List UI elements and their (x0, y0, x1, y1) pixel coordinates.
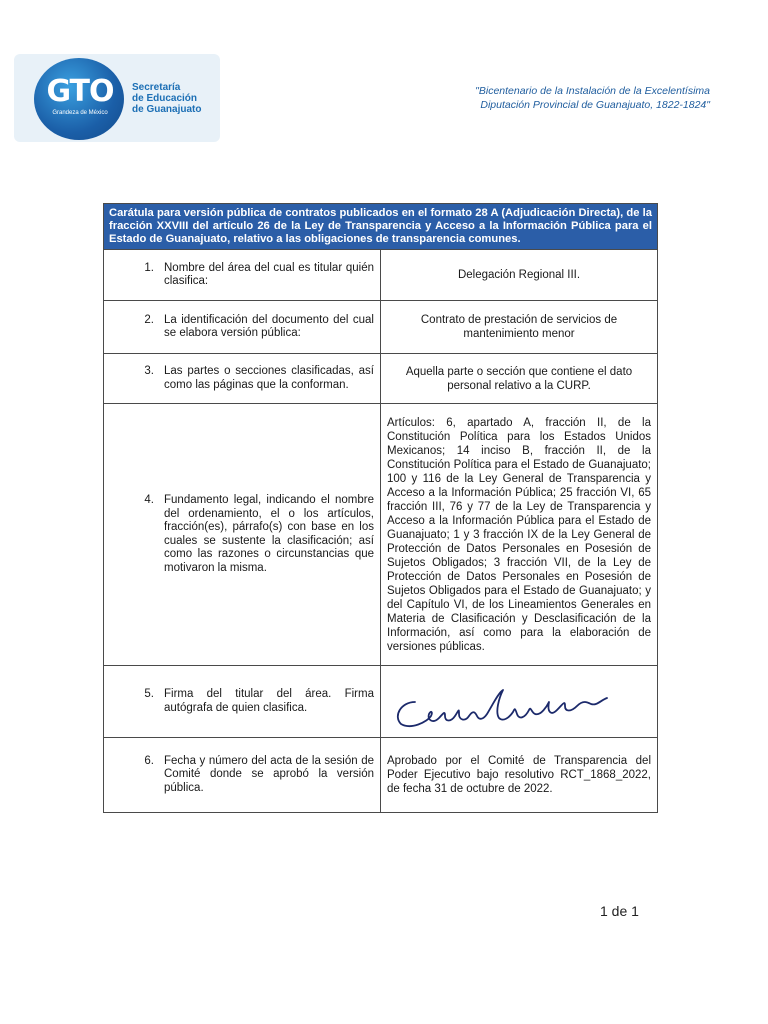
logo-gto-text: GTO (46, 74, 114, 109)
row-value: Aquella parte o sección que contiene el dato personal relativo a la CURP. (381, 354, 658, 404)
row-label: Firma del titular del área. Firma autógrafa de quien clasifica. (164, 688, 374, 714)
table-row (104, 250, 658, 301)
table-row (104, 738, 658, 813)
row-value: Contrato de prestación de servicios de mantenimiento menor (381, 301, 658, 354)
row-label: La identificación del documento del cual se elabora versión pública: (164, 313, 374, 339)
table-row (104, 301, 658, 354)
row-value: Delegación Regional III. (381, 250, 658, 301)
row-number: 3. (144, 365, 154, 377)
row-value: Aprobado por el Comité de Transparencia del Poder Ejecutivo bajo resolutivo RCT_1868_2022, de fecha 31 de octubre de 2022. (381, 738, 658, 813)
page-number: 1 de 1 (600, 903, 639, 919)
row-number: 1. (144, 261, 154, 274)
row-label: Fecha y número del acta de la sesión de Comité donde se aprobó la versión pública. (164, 754, 374, 794)
row-label: Nombre del área del cual es titular quién clasifica: (164, 261, 374, 287)
row-number: 5. (144, 688, 154, 700)
row-value: Artículos: 6, apartado A, fracción II, de la Constitución Política para los Estados Unidos Mexicanos; 14 inciso B, fracción II, de la Constitución Política para el Estado de Guanajuato; 100 y 116 de la Ley General de Transparencia y Acceso a la Información Pública; 25 fracción VI, 65 fracción III, 76 y 77 de la Ley de Transparencia y Acceso a la Información Pública para el Estado de Guanajuato; 1 y 3 fracción IX de la Ley General de Protección de Datos Personales en Posesión de Sujetos Obligados; 3 fracción VII, de la Ley de Protección de Datos Personales en Posesión de Sujetos Obligados para el Estado de Guanajuato; y del Capítulo VI, de los Lineamientos Generales en Materia de Clasificación y Desclasificación de la Información, así como para la elaboración de versiones públicas. (381, 404, 658, 666)
table-title: Carátula para versión pública de contratos publicados en el formato 28 A (Adjudicación Directa), de la fracción XXVIII del artículo 26 de la Ley de Transparencia y Acceso a la Información Pública para el Estado de Guanajuato, relativo a las obligaciones de transparencia comunes. (104, 204, 658, 250)
title-row (104, 204, 658, 250)
row-label: Fundamento legal, indicando el nombre del ordenamiento, el o los artículos, fracción(es), párrafo(s) con base en los cuales se sustente la clasificación; así como las razones o circunstancias que motivaron la misma. (164, 494, 374, 574)
row-number: 6. (144, 754, 154, 767)
bicentenary-motto: "Bicentenario de la Instalación de la Excelentísima Diputación Provincial de Guanajuato, 1822-1824" (475, 85, 710, 111)
table-row (104, 404, 658, 666)
row-number: 2. (144, 313, 154, 326)
cover-table (103, 203, 658, 813)
handwritten-signature (387, 672, 647, 732)
row-label: Las partes o secciones clasificadas, así como las páginas que la conforman. (164, 365, 374, 391)
logo-organization: Secretaría de Educación de Guanajuato (132, 82, 202, 115)
row-number: 4. (144, 494, 154, 506)
table-row (104, 666, 658, 738)
logo-tagline: Grandeza de México (52, 110, 108, 116)
signature-cell (381, 666, 658, 738)
table-row (104, 354, 658, 404)
